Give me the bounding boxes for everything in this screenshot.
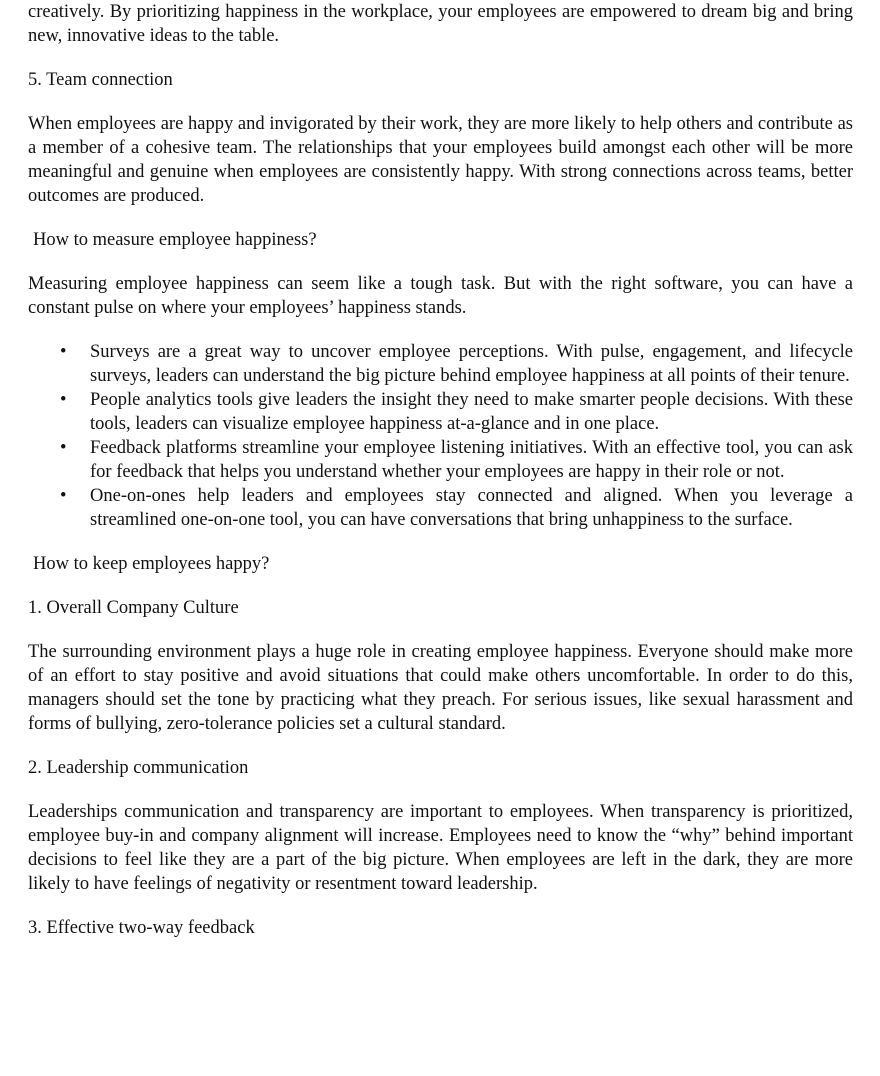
- intro-paragraph: creatively. By prioritizing happiness in the workplace, your employees are empowered to dream big and bring new, innovative ideas to the table.: [28, 2, 853, 46]
- culture-paragraph: The surrounding environment plays a huge role in creating employee happiness. Everyone should make more of an effort to stay positive and avoid situations that could make others uncomfortable. In order to do this, managers should set the tone by practicing what they preach. For serious issues, like sexual harassment and forms of bullying, zero-tolerance policies set a cultural standard.: [28, 642, 853, 734]
- bullet-icon: •: [60, 390, 67, 410]
- document-page: [28, 0, 853, 960]
- leadership-heading: 2. Leadership communication: [28, 758, 249, 778]
- feedback-heading: 3. Effective two-way feedback: [28, 918, 255, 938]
- bullet-icon: •: [60, 486, 67, 506]
- list-item-text: People analytics tools give leaders the insight they need to make smarter people decisions. With these tools, leaders can visualize employee happiness at-a-glance and in one place.: [90, 390, 853, 434]
- measure-paragraph: Measuring employee happiness can seem like a tough task. But with the right software, you can have a constant pulse on where your employees’ happiness stands.: [28, 274, 853, 318]
- measure-heading: How to measure employee happiness?: [33, 230, 317, 250]
- culture-heading: 1. Overall Company Culture: [28, 598, 239, 618]
- list-item: [60, 340, 853, 388]
- keep-happy-heading: How to keep employees happy?: [33, 554, 270, 574]
- team-connection-paragraph: When employees are happy and invigorated by their work, they are more likely to help others and contribute as a member of a cohesive team. The relationships that your employees build amongst each other will be more meaningful and genuine when employees are consistently happy. With strong connections across teams, better outcomes are produced.: [28, 114, 853, 206]
- measure-bullet-list: [28, 340, 853, 532]
- leadership-paragraph: Leaderships communication and transparency are important to employees. When transparency is prioritized, employee buy-in and company alignment will increase. Employees need to know the “why” behind important decisions to feel like they are a part of the big picture. When employees are left in the dark, they are more likely to have feelings of negativity or resentment toward leadership.: [28, 802, 853, 894]
- list-item-text: Surveys are a great way to uncover employee perceptions. With pulse, engagement, and lifecycle surveys, leaders can understand the big picture behind employee happiness at all points of their tenure.: [90, 342, 853, 386]
- team-connection-heading: 5. Team connection: [28, 70, 173, 90]
- bullet-icon: •: [60, 438, 67, 458]
- list-item-text: One-on-ones help leaders and employees stay connected and aligned. When you leverage a streamlined one-on-one tool, you can have conversations that bring unhappiness to the surface.: [90, 486, 853, 530]
- bullet-icon: •: [60, 342, 67, 362]
- list-item-text: Feedback platforms streamline your employee listening initiatives. With an effective tool, you can ask for feedback that helps you understand whether your employees are happy in their role or not.: [90, 438, 853, 482]
- list-item: [60, 484, 853, 532]
- list-item: [60, 436, 853, 484]
- list-item: [60, 388, 853, 436]
